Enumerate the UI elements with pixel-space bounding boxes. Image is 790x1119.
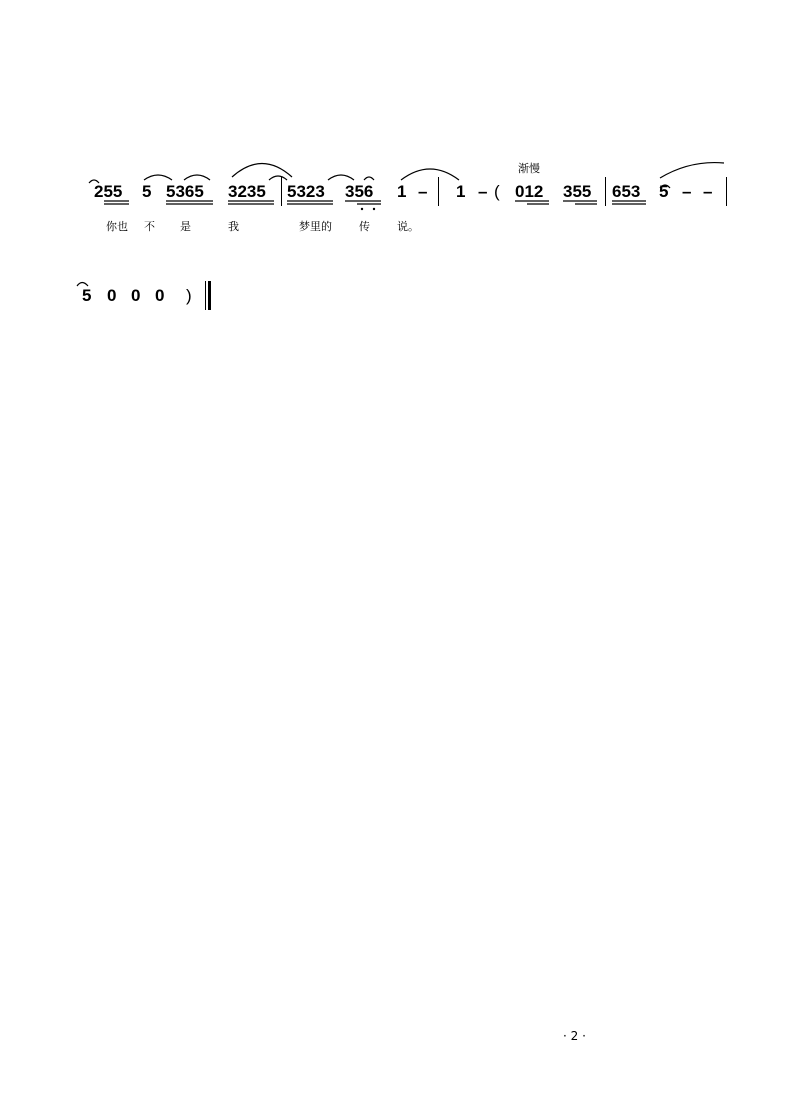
rest: 0: [131, 286, 141, 305]
note-group: 3235: [228, 182, 266, 201]
rest: 0: [155, 286, 165, 305]
slur: [232, 164, 292, 178]
octave-dot: [361, 208, 363, 210]
open-paren: (: [494, 182, 500, 201]
note-group: 5323: [287, 182, 325, 201]
dash: –: [478, 182, 488, 201]
dash: –: [682, 182, 692, 201]
note-group: 1: [456, 182, 466, 201]
page-number: · 2 ·: [563, 1029, 586, 1043]
note-group: 5365: [166, 182, 204, 201]
note-group: 5: [82, 286, 92, 305]
lyric: 我: [228, 220, 239, 233]
fermata: [660, 185, 670, 188]
dash: –: [703, 182, 713, 201]
slur: [660, 163, 724, 178]
note-group: 5: [659, 182, 669, 201]
note-group: 653: [612, 182, 641, 201]
note-group: 1: [397, 182, 407, 201]
lyric: 你也: [106, 220, 128, 233]
lyric: 是: [180, 220, 191, 233]
note-group: 255: [94, 182, 123, 201]
tempo-marking: 渐慢: [518, 162, 540, 175]
dash: –: [418, 182, 428, 201]
slur: [77, 283, 88, 287]
slur: [269, 176, 287, 180]
lyric: 梦里的: [299, 220, 332, 233]
note-group: 355: [563, 182, 592, 201]
octave-dot: [373, 208, 375, 210]
note-group: 5: [142, 182, 152, 201]
lyric: 说。: [397, 220, 419, 233]
slur: [89, 180, 99, 183]
slur: [184, 175, 210, 180]
note-group: 356: [345, 182, 374, 201]
lyric: 传: [359, 220, 370, 233]
note-group: 012: [515, 182, 544, 201]
rest: 0: [107, 286, 117, 305]
close-paren: ): [186, 286, 192, 305]
slur: [144, 175, 172, 180]
slur: [328, 175, 354, 180]
slur: [401, 169, 459, 180]
slur: [364, 177, 374, 180]
lyric: 不: [144, 220, 155, 233]
